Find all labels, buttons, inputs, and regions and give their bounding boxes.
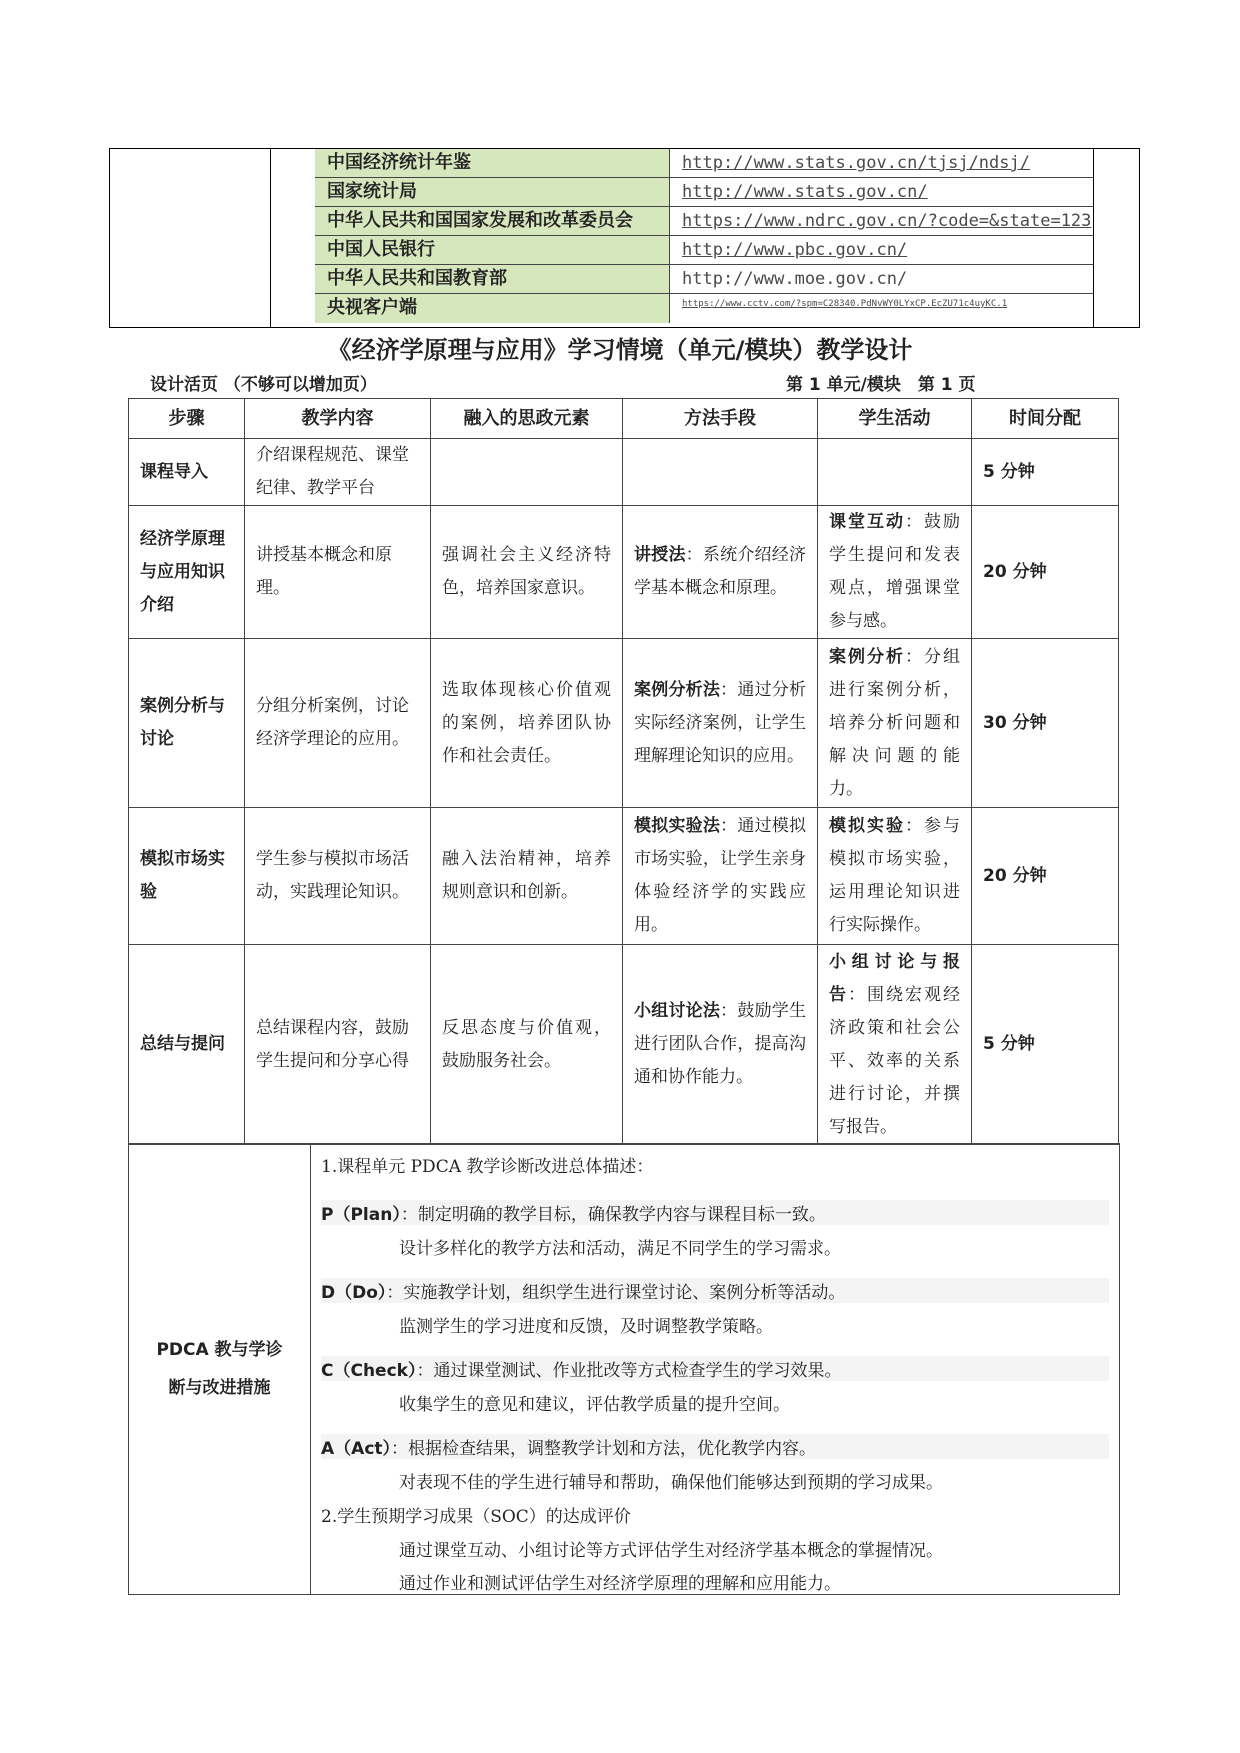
step-cell: 课程导入 — [129, 439, 245, 506]
ideology-cell: 融入法治精神，培养规则意识和创新。 — [431, 808, 623, 945]
pdca-label — [128, 1143, 311, 1595]
activity-text: ：参与模拟市场实验，运用理论知识进行实际操作。 — [829, 816, 960, 935]
activity-lead: 小组讨论与报告 — [829, 951, 960, 1005]
content-cell: 总结课程内容，鼓励学生提问和分享心得 — [245, 945, 431, 1145]
pdca-plan-line — [321, 1200, 1109, 1225]
method-text: ：系统介绍经济学基本概念和原理。 — [634, 545, 807, 598]
header-cell: 方法手段 — [623, 399, 818, 439]
activity-cell — [818, 945, 972, 1145]
pdca-act-line — [321, 1434, 1109, 1459]
resource-name: 国家统计局 — [315, 178, 670, 206]
pdca-label-text: PDCA 教与学诊断与改进措施 — [156, 1340, 283, 1398]
resource-row — [315, 149, 1093, 178]
table-row — [129, 639, 1119, 808]
resource-name: 中国经济统计年鉴 — [315, 149, 670, 177]
activity-text: ：鼓励学生提问和发表观点，增强课堂参与感。 — [829, 512, 960, 631]
resource-name: 中国人民银行 — [315, 236, 670, 264]
method-cell — [623, 506, 818, 639]
pdca-check-detail: 收集学生的意见和建议，评估教学质量的提升空间。 — [399, 1395, 790, 1415]
header-cell: 步骤 — [129, 399, 245, 439]
plan-text: ：制定明确的教学目标，确保教学内容与课程目标一致。 — [400, 1205, 826, 1225]
resource-link[interactable]: https://www.ndrc.gov.cn/?code=&state=123 — [682, 211, 1092, 231]
method-text: ：通过分析实际经济案例，让学生理解理论知识的应用。 — [634, 679, 807, 766]
step-cell: 案例分析与讨论 — [129, 639, 245, 808]
time-cell: 20 分钟 — [972, 808, 1119, 945]
method-cell — [623, 945, 818, 1145]
content-cell: 学生参与模拟市场活动，实践理论知识。 — [245, 808, 431, 945]
table-row — [129, 808, 1119, 945]
pdca-plan-detail: 设计多样化的教学方法和活动，满足不同学生的学习需求。 — [399, 1239, 841, 1259]
activity-cell — [818, 506, 972, 639]
table-row — [129, 945, 1119, 1145]
content-cell: 讲授基本概念和原理。 — [245, 506, 431, 639]
header-cell: 教学内容 — [245, 399, 431, 439]
check-text: ：通过课堂测试、作业批改等方式检查学生的学习效果。 — [416, 1361, 842, 1381]
unit-label: 第 1 单元/模块 第 1 页 — [786, 375, 976, 395]
method-cell — [623, 639, 818, 808]
soc-title: 2.学生预期学习成果（SOC）的达成评价 — [321, 1507, 631, 1527]
check-key: C（Check） — [321, 1361, 417, 1381]
method-text: ：通过模拟市场实验，让学生亲身体验经济学的实践应用。 — [634, 816, 807, 935]
page-title: 《经济学原理与应用》学习情境（单元/模块）教学设计 — [327, 336, 913, 364]
time-cell: 5 分钟 — [972, 945, 1119, 1145]
activity-cell — [818, 808, 972, 945]
resource-name: 中华人民共和国国家发展和改革委员会 — [315, 207, 670, 235]
resource-link: http://www.moe.gov.cn/ — [682, 269, 908, 289]
do-text: ：实施教学计划，组织学生进行课堂讨论、案例分析等活动。 — [386, 1283, 846, 1303]
soc-detail-2: 通过作业和测试评估学生对经济学原理的理解和应用能力。 — [399, 1574, 841, 1594]
resource-row — [315, 207, 1093, 236]
column-divider — [1093, 149, 1094, 327]
pdca-content — [310, 1143, 1120, 1595]
method-text: ：鼓励学生进行团队合作，提高沟通和协作能力。 — [634, 1001, 807, 1087]
step-cell: 总结与提问 — [129, 945, 245, 1145]
header-cell: 时间分配 — [972, 399, 1119, 439]
table-row — [129, 439, 1119, 506]
table-header-row — [129, 399, 1119, 439]
act-key: A（Act） — [321, 1439, 392, 1459]
method-cell — [623, 808, 818, 945]
resources-list — [315, 149, 1093, 323]
resource-row — [315, 265, 1093, 294]
time-cell: 5 分钟 — [972, 439, 1119, 506]
activity-lead: 模拟实验 — [829, 816, 905, 836]
resources-table — [109, 148, 1140, 328]
method-cell — [623, 439, 818, 506]
activity-lead: 案例分析 — [829, 646, 905, 667]
method-lead: 讲授法 — [634, 545, 686, 565]
method-lead: 模拟实验法 — [634, 816, 721, 836]
activity-lead: 课堂互动 — [829, 512, 905, 532]
plan-key: P（Plan） — [321, 1205, 401, 1225]
resource-name: 中华人民共和国教育部 — [315, 265, 670, 293]
act-text: ：根据检查结果，调整教学计划和方法，优化教学内容。 — [391, 1439, 817, 1459]
resource-link[interactable]: http://www.stats.gov.cn/tjsj/ndsj/ — [682, 153, 1030, 173]
method-lead: 小组讨论法 — [634, 1001, 721, 1021]
time-cell: 20 分钟 — [972, 506, 1119, 639]
ideology-cell: 反思态度与价值观，鼓励服务社会。 — [431, 945, 623, 1145]
pdca-act-detail: 对表现不佳的学生进行辅导和帮助，确保他们能够达到预期的学习成果。 — [399, 1473, 943, 1493]
pdca-do-line — [321, 1278, 1109, 1303]
activity-cell — [818, 639, 972, 808]
pdca-section — [128, 1143, 1120, 1595]
content-cell: 介绍课程规范、课堂纪律、教学平台 — [245, 439, 431, 506]
method-lead: 案例分析法 — [634, 679, 721, 700]
activity-text: ：围绕宏观经济政策和社会公平、效率的关系进行讨论，并撰写报告。 — [829, 984, 960, 1137]
resource-row — [315, 178, 1093, 207]
step-cell: 经济学原理与应用知识介绍 — [129, 506, 245, 639]
resource-link[interactable]: http://www.stats.gov.cn/ — [682, 182, 928, 202]
pdca-do-detail: 监测学生的学习进度和反馈，及时调整教学策略。 — [399, 1317, 773, 1337]
ideology-cell — [431, 439, 623, 506]
resource-row — [315, 294, 1093, 323]
ideology-cell: 强调社会主义经济特色，培养国家意识。 — [431, 506, 623, 639]
lesson-plan-table — [128, 398, 1119, 1145]
design-label: 设计活页 （不够可以增加页） — [150, 375, 377, 395]
activity-cell — [818, 439, 972, 506]
column-divider — [270, 149, 271, 327]
step-cell: 模拟市场实验 — [129, 808, 245, 945]
activity-text: ：分组进行案例分析，培养分析问题和解决问题的能力。 — [829, 646, 960, 799]
time-cell: 30 分钟 — [972, 639, 1119, 808]
pdca-check-line — [321, 1356, 1109, 1381]
pdca-intro: 1.课程单元 PDCA 教学诊断改进总体描述： — [321, 1157, 654, 1177]
soc-detail-1: 通过课堂互动、小组讨论等方式评估学生对经济学基本概念的掌握情况。 — [399, 1541, 943, 1561]
header-cell: 融入的思政元素 — [431, 399, 623, 439]
resource-link[interactable]: http://www.pbc.gov.cn/ — [682, 240, 908, 260]
header-cell: 学生活动 — [818, 399, 972, 439]
resource-row — [315, 236, 1093, 265]
table-row — [129, 506, 1119, 639]
do-key: D（Do） — [321, 1283, 387, 1303]
resource-link[interactable]: https://www.cctv.com/?spm=C28340.PdNvWY0LYxCP.EcZU71c4uyKC.1 — [682, 299, 1008, 309]
content-cell: 分组分析案例，讨论经济学理论的应用。 — [245, 639, 431, 808]
resource-name: 央视客户端 — [315, 294, 670, 323]
ideology-cell: 选取体现核心价值观的案例，培养团队协作和社会责任。 — [431, 639, 623, 808]
